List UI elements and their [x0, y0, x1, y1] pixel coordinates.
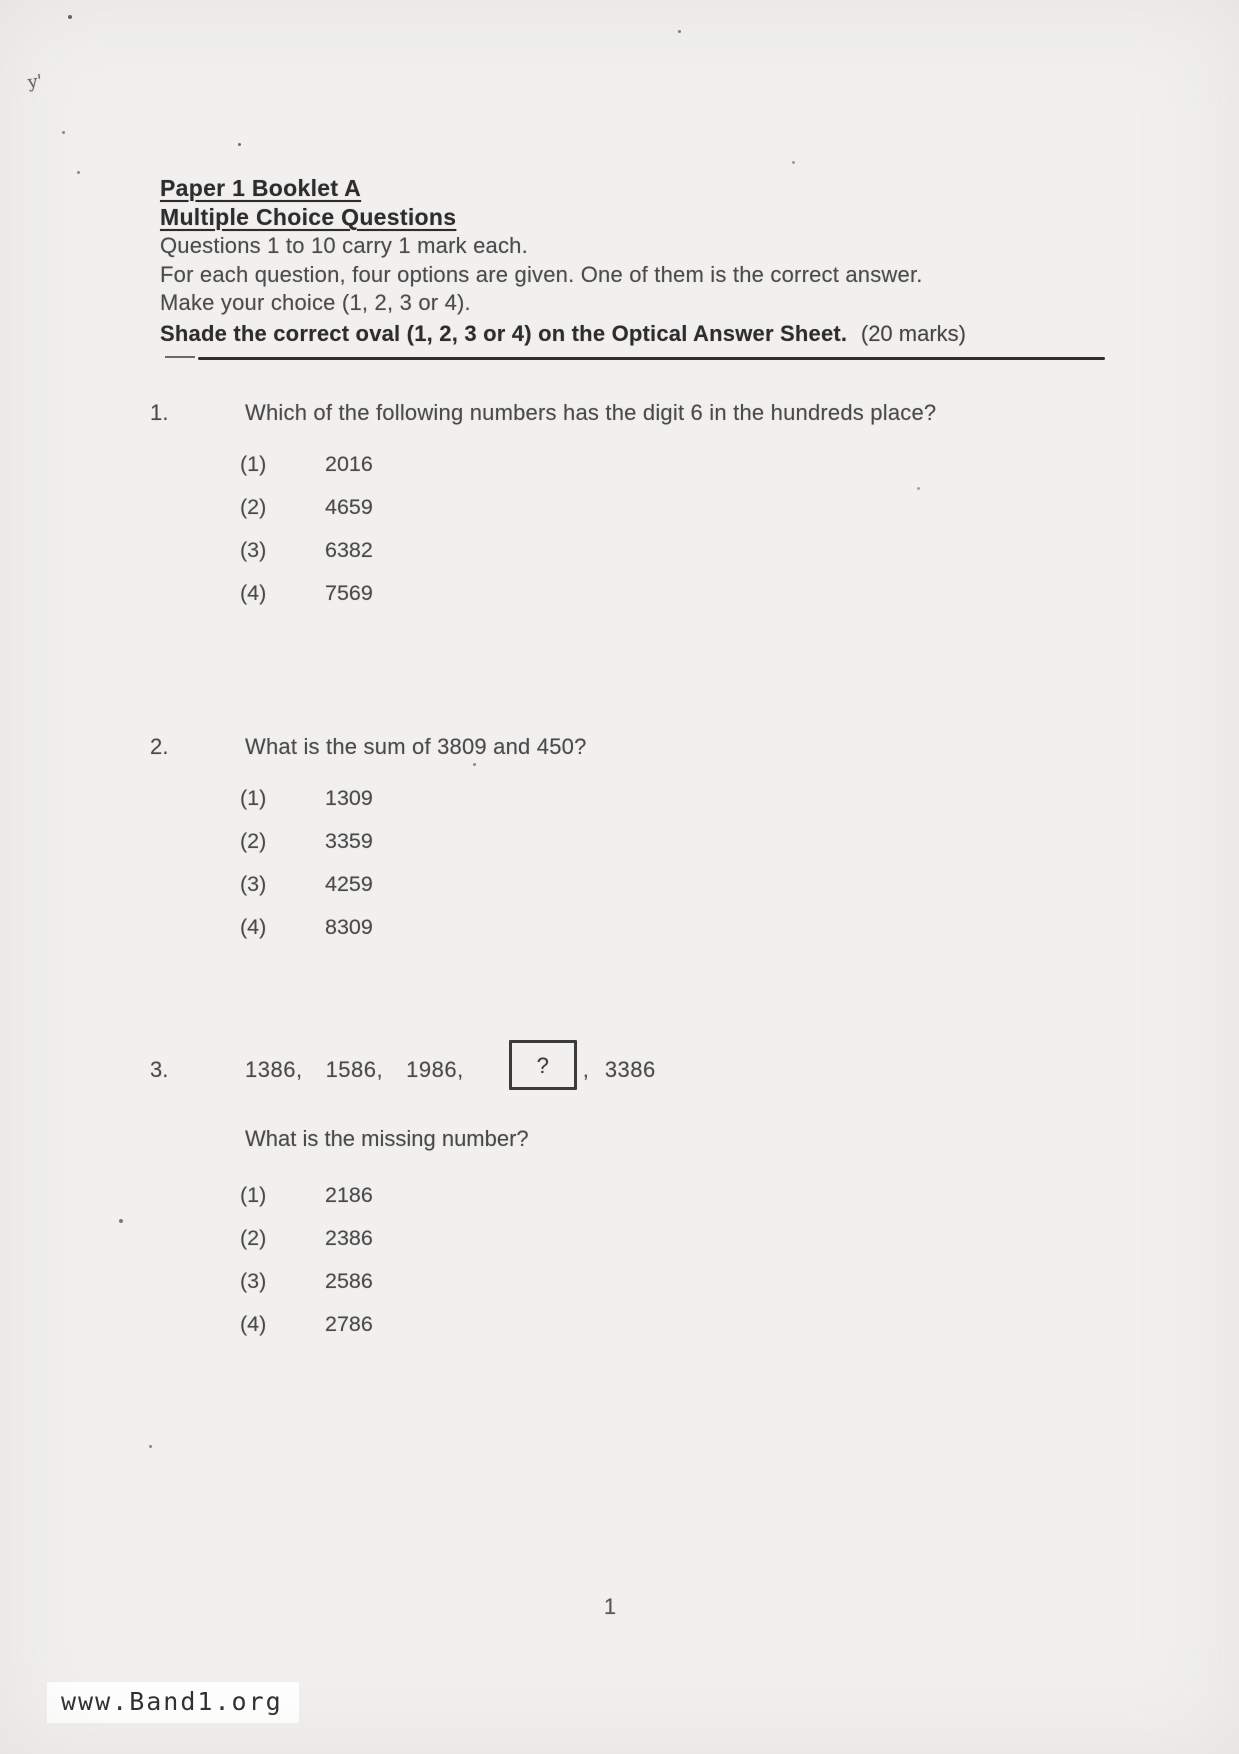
- scan-speck: [792, 161, 795, 164]
- question-text: Which of the following numbers has the digit 6 in the hundreds place?: [245, 400, 937, 425]
- scan-corner-mark: y': [26, 71, 44, 93]
- question-3: [150, 1040, 1090, 1356]
- option-row: [240, 830, 1090, 852]
- option-row: [240, 496, 1090, 518]
- option-label: (2): [240, 495, 267, 519]
- shade-instruction: Shade the correct oval (1, 2, 3 or 4) on the Optical Answer Sheet.: [160, 320, 848, 346]
- option-value: 2786: [325, 1312, 373, 1336]
- option-row: [240, 787, 1090, 809]
- paper-subtitle: Multiple Choice Questions: [160, 204, 457, 230]
- question-1-options: [240, 453, 1090, 604]
- question-2-options: [240, 787, 1090, 938]
- option-value: 8309: [325, 915, 373, 939]
- option-value: 2586: [325, 1269, 373, 1293]
- paper-title: Paper 1 Booklet A: [160, 175, 362, 201]
- option-label: (3): [240, 872, 267, 896]
- instruction-line: Questions 1 to 10 carry 1 mark each.: [160, 233, 528, 258]
- scan-speck: [77, 171, 80, 174]
- shade-instruction-row: [160, 319, 966, 348]
- option-row: [240, 582, 1090, 604]
- option-label: (1): [240, 1183, 267, 1207]
- option-label: (3): [240, 538, 267, 562]
- option-value: 1309: [325, 786, 373, 810]
- option-label: (1): [240, 452, 267, 476]
- exam-header: [160, 174, 966, 348]
- question-text: What is the sum of 3809 and 450?: [245, 734, 587, 759]
- question-number: 3.: [150, 1056, 169, 1082]
- option-value: 7569: [325, 581, 373, 605]
- option-value: 4659: [325, 495, 373, 519]
- option-value: 2186: [325, 1183, 373, 1207]
- question-2: [150, 732, 1090, 959]
- question-number: 1.: [150, 400, 169, 425]
- option-value: 4259: [325, 872, 373, 896]
- option-row: [240, 1270, 1090, 1292]
- scan-speck: [68, 15, 72, 19]
- missing-number-box: ?: [509, 1040, 577, 1090]
- question-number: 2.: [150, 734, 169, 759]
- option-value: 6382: [325, 538, 373, 562]
- question-1-row: [150, 398, 1090, 427]
- watermark-url: www.Band1.org: [47, 1682, 299, 1723]
- instruction-line: Make your choice (1, 2, 3 or 4).: [160, 290, 471, 315]
- sequence-term: 1586,: [325, 1056, 384, 1082]
- header-divider-rule: [198, 357, 1105, 360]
- sequence-term: 3386: [604, 1056, 656, 1082]
- option-label: (2): [240, 1226, 267, 1250]
- scan-speck: [119, 1219, 123, 1223]
- sequence-comma: ,: [582, 1056, 589, 1082]
- option-row: [240, 873, 1090, 895]
- scan-speck: [149, 1445, 152, 1448]
- option-row: [240, 453, 1090, 475]
- scan-speck: [678, 30, 681, 33]
- option-row: [240, 1184, 1090, 1206]
- question-text: What is the missing number?: [245, 1126, 529, 1151]
- question-3-options: [240, 1184, 1090, 1335]
- option-value: 2386: [325, 1226, 373, 1250]
- page-number: 1: [603, 1594, 617, 1619]
- option-label: (1): [240, 786, 267, 810]
- sequence-term: 1386,: [245, 1056, 303, 1082]
- sequence-term: 1986,: [406, 1056, 464, 1082]
- option-label: (4): [240, 581, 267, 605]
- option-label: (2): [240, 829, 267, 853]
- question-1: [150, 398, 1090, 625]
- option-row: [240, 1227, 1090, 1249]
- instruction-line: For each question, four options are given. One of them is the correct answer.: [160, 261, 923, 287]
- question-3-sequence-row: [150, 1040, 1090, 1098]
- option-label: (3): [240, 1269, 267, 1293]
- marks-label: (20 marks): [860, 320, 966, 346]
- option-row: [240, 539, 1090, 561]
- question-2-row: [150, 732, 1090, 761]
- option-row: [240, 1313, 1090, 1335]
- option-value: 3359: [325, 829, 373, 853]
- option-label: (4): [240, 915, 267, 939]
- scan-speck: [238, 143, 241, 146]
- option-row: [240, 916, 1090, 938]
- option-label: (4): [240, 1312, 267, 1336]
- header-divider-dash: [165, 356, 195, 358]
- scan-speck: [62, 131, 65, 134]
- option-value: 2016: [325, 452, 373, 476]
